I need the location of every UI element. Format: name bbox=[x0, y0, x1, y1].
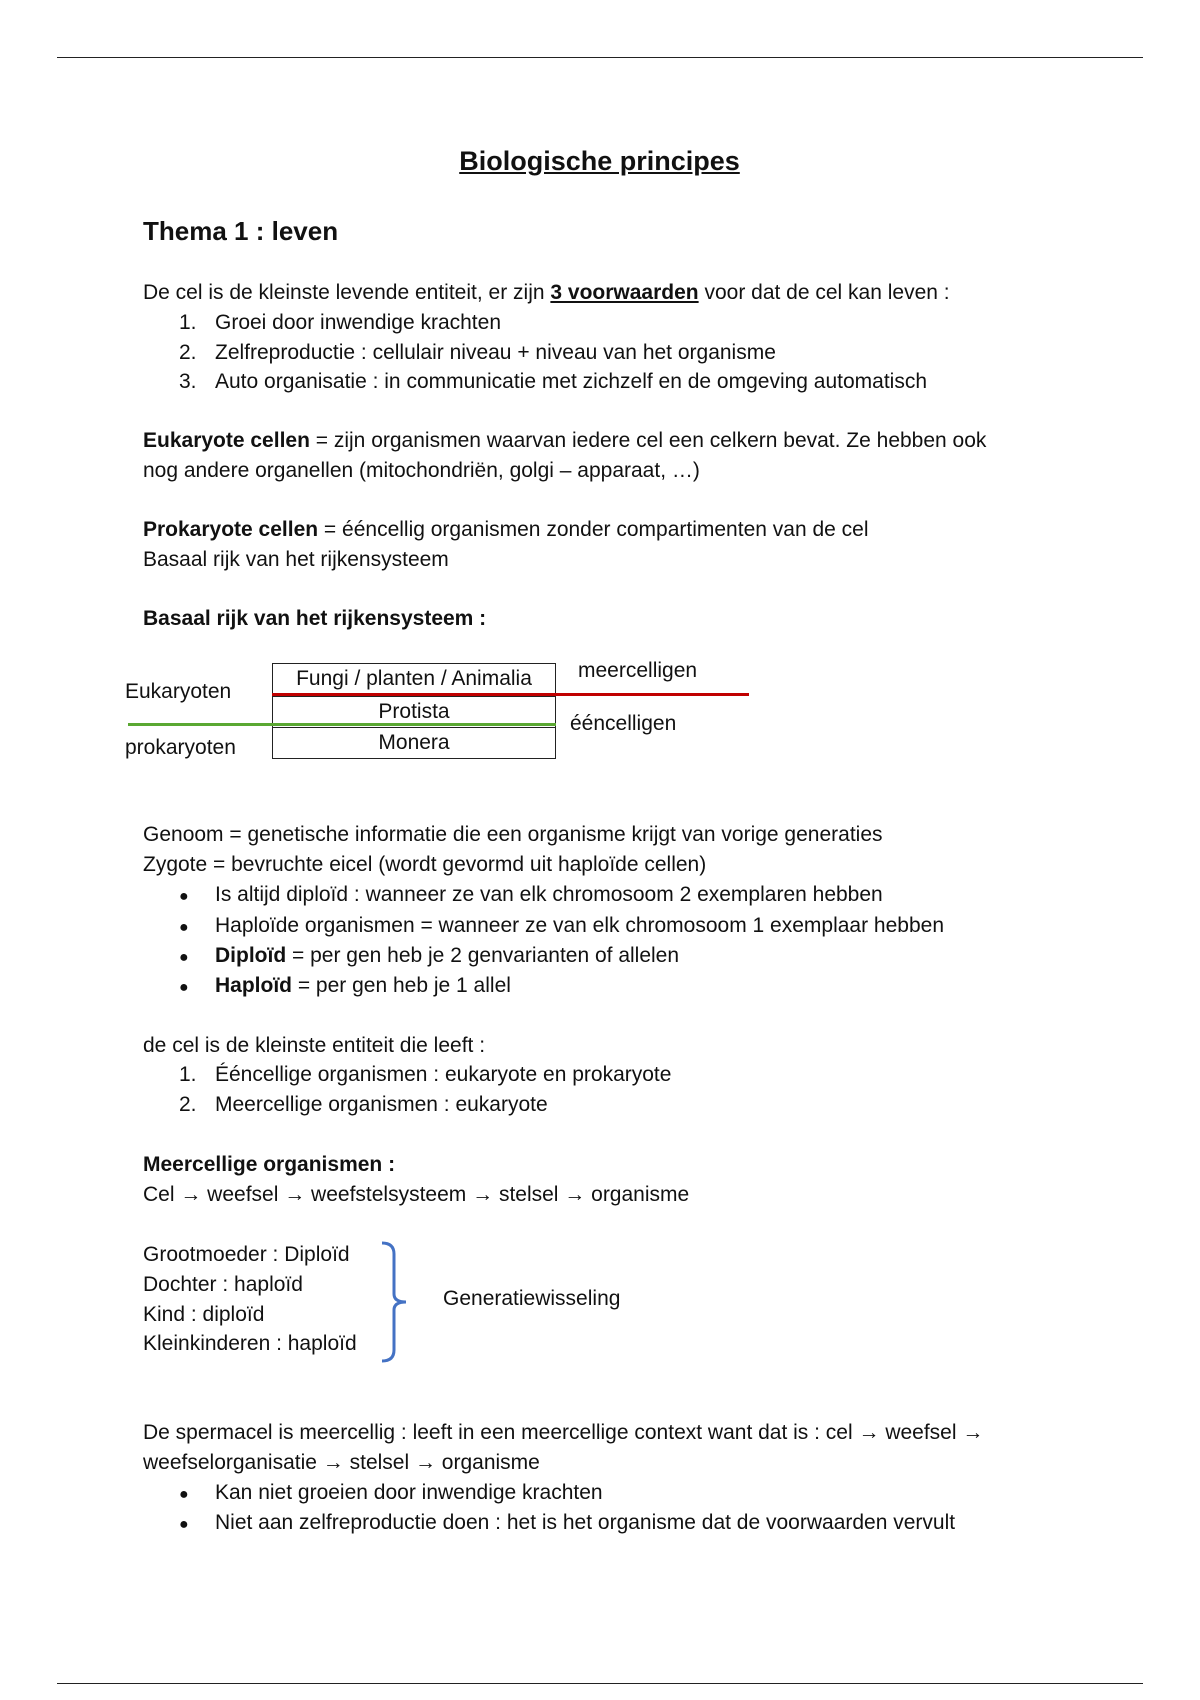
bullet-item: ● Haploïd = per gen heb je 1 allel bbox=[179, 974, 511, 997]
eukaryote-definition-cont: nog andere organellen (mitochondriën, golgi – apparaat, …) bbox=[143, 459, 700, 482]
list-item: 1. Groei door inwendige krachten bbox=[179, 311, 502, 334]
prokaryote-definition: Prokaryote cellen = ééncellig organismen zonder compartimenten van de cel bbox=[143, 518, 869, 541]
spermcell-paragraph: De spermacel is meercellig : leeft in een meercellige context want dat is : cel → weefsel → bbox=[143, 1421, 984, 1444]
bullet-item: ● Haploïde organismen = wanneer ze van elk chromosoom 1 exemplaar hebben bbox=[179, 914, 945, 937]
prokaryote-line2: Basaal rijk van het rijkensysteem bbox=[143, 548, 449, 571]
smallest-entity-line: de cel is de kleinste entiteit die leeft : bbox=[143, 1034, 486, 1057]
bullet-item: ● Niet aan zelfreproductie doen : het is het organisme dat de voorwaarden vervult bbox=[179, 1511, 956, 1534]
kingdom-box bbox=[272, 663, 556, 759]
kingdom-row-monera: Monera bbox=[378, 731, 450, 754]
prokaryoten-label: prokaryoten bbox=[125, 736, 236, 759]
bullet-item: ● Kan niet groeien door inwendige krachten bbox=[179, 1481, 603, 1504]
eukaryote-definition: Eukaryote cellen = zijn organismen waarvan iedere cel een celkern bevat. Ze hebben ook bbox=[143, 429, 987, 452]
generation-item: Grootmoeder : Diploïd bbox=[143, 1243, 350, 1266]
bottom-rule bbox=[57, 1683, 1143, 1684]
list-item: 2. Zelfreproductie : cellulair niveau + niveau van het organisme bbox=[179, 341, 776, 364]
meercelligen-label: meercelligen bbox=[578, 659, 698, 682]
generation-brace-icon bbox=[380, 1240, 420, 1364]
kingdom-heading: Basaal rijk van het rijkensysteem : bbox=[143, 607, 487, 630]
theme-heading: Thema 1 : leven bbox=[143, 216, 339, 246]
multicell-chain: Cel → weefsel → weefstelsysteem → stelsel → organisme bbox=[143, 1183, 690, 1206]
spermcell-paragraph-cont: weefselorganisatie → stelsel → organisme bbox=[143, 1451, 540, 1474]
eencelligen-label: ééncelligen bbox=[570, 712, 677, 735]
generation-item: Kleinkinderen : haploïd bbox=[143, 1332, 357, 1355]
bullet-item: ● Is altijd diploïd : wanneer ze van elk chromosoom 2 exemplaren hebben bbox=[179, 883, 883, 906]
kingdom-row-protista: Protista bbox=[273, 697, 555, 728]
bullet-item: ● Diploïd = per gen heb je 2 genvarianten of allelen bbox=[179, 944, 680, 967]
intro-paragraph: De cel is de kleinste levende entiteit, er zijn 3 voorwaarden voor dat de cel kan leven : bbox=[143, 281, 950, 304]
document-title: Biologische principes bbox=[459, 146, 740, 176]
zygote-definition: Zygote = bevruchte eicel (wordt gevormd uit haploïde cellen) bbox=[143, 853, 707, 876]
generation-label: Generatiewisseling bbox=[443, 1287, 621, 1310]
multicell-heading: Meercellige organismen : bbox=[143, 1153, 396, 1176]
genome-definition: Genoom = genetische informatie die een organisme krijgt van vorige generaties bbox=[143, 823, 883, 846]
multicellular-divider-line bbox=[272, 693, 749, 696]
eukaryoten-label: Eukaryoten bbox=[125, 680, 232, 703]
list-item: 3. Auto organisatie : in communicatie met zichzelf en de omgeving automatisch bbox=[179, 370, 928, 393]
kingdom-row-fungi: Fungi / planten / Animalia bbox=[273, 664, 555, 697]
generation-item: Kind : diploïd bbox=[143, 1303, 265, 1326]
generation-item: Dochter : haploïd bbox=[143, 1273, 303, 1296]
prokaryote-divider-line bbox=[128, 723, 556, 726]
list-item: 2. Meercellige organismen : eukaryote bbox=[179, 1093, 548, 1116]
list-item: 1. Ééncellige organismen : eukaryote en prokaryote bbox=[179, 1063, 672, 1086]
top-rule bbox=[57, 57, 1143, 58]
